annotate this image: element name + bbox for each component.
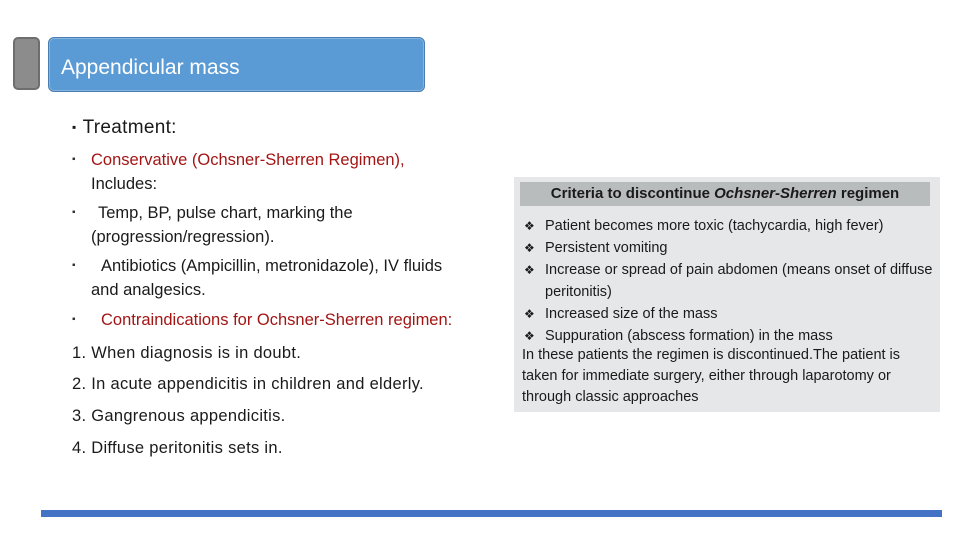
bullet-item-antibiotics xyxy=(72,254,492,302)
numbered-item-1: 1. When diagnosis is in doubt. xyxy=(72,344,302,362)
numbered-item-4: 4. Diffuse peritonitis sets in. xyxy=(72,439,283,457)
bullet-item-monitoring xyxy=(72,201,492,249)
slide-title: Appendicular mass xyxy=(61,56,240,79)
criteria-item-text: Increased size of the mass xyxy=(545,306,718,322)
criteria-title-italic: Ochsner-Sherren xyxy=(714,185,837,202)
criteria-item xyxy=(522,215,934,237)
criteria-title-prefix: Criteria to discontinue xyxy=(550,185,715,202)
bullet-text-cont: (progression/regression). xyxy=(91,228,275,246)
diamond-bullet-icon: ❖ xyxy=(524,219,535,233)
bullet-square-icon: ▪ xyxy=(72,207,76,218)
numbered-item-3: 3. Gangrenous appendicitis. xyxy=(72,407,286,425)
numbered-item-2: 2. In acute appendicitis in children and elderly. xyxy=(72,375,424,393)
bullet-item-contraindications xyxy=(72,308,492,332)
bullet-text-cont: Includes: xyxy=(91,175,158,193)
bullet-square-icon: ▪ xyxy=(72,120,77,134)
bullet-text: Temp, BP, pulse chart, marking the xyxy=(98,204,353,222)
treatment-heading xyxy=(72,116,177,139)
bullet-text-cont: and analgesics. xyxy=(91,281,206,299)
criteria-item-text: Patient becomes more toxic (tachycardia, high fever) xyxy=(545,218,884,234)
diamond-bullet-icon: ❖ xyxy=(524,241,535,255)
title-banner xyxy=(48,37,425,92)
criteria-box xyxy=(514,177,940,412)
criteria-note: In these patients the regimen is discontinued.The patient is taken for immediate surgery, either through laparotomy or through classic approaches xyxy=(522,347,901,405)
criteria-item xyxy=(522,325,934,347)
criteria-title-suffix: regimen xyxy=(836,185,900,202)
criteria-item-text: Increase or spread of pain abdomen (means onset of diffuse peritonitis) xyxy=(545,262,933,300)
criteria-item xyxy=(522,303,934,325)
criteria-title xyxy=(520,182,930,206)
bullet-square-icon: ▪ xyxy=(72,314,76,325)
side-tab-marker xyxy=(13,37,40,90)
bottom-accent-bar xyxy=(41,510,942,517)
bullet-square-icon: ▪ xyxy=(72,260,76,271)
bullet-text: Contraindications for Ochsner-Sherren regimen: xyxy=(101,311,453,329)
criteria-item xyxy=(522,259,934,303)
diamond-bullet-icon: ❖ xyxy=(524,263,535,277)
treatment-heading-text: Treatment: xyxy=(82,117,177,138)
bullet-text: Antibiotics (Ampicillin, metronidazole), IV fluids xyxy=(101,257,443,275)
criteria-item xyxy=(522,237,934,259)
diamond-bullet-icon: ❖ xyxy=(524,307,535,321)
criteria-item-text: Persistent vomiting xyxy=(545,240,668,256)
diamond-bullet-icon: ❖ xyxy=(524,329,535,343)
criteria-item-text: Suppuration (abscess formation) in the mass xyxy=(545,328,833,344)
bullet-text: Conservative (Ochsner-Sherren Regimen), xyxy=(91,151,405,169)
bullet-square-icon: ▪ xyxy=(72,154,76,165)
criteria-list xyxy=(522,215,934,347)
bullet-item-conservative xyxy=(72,148,492,196)
